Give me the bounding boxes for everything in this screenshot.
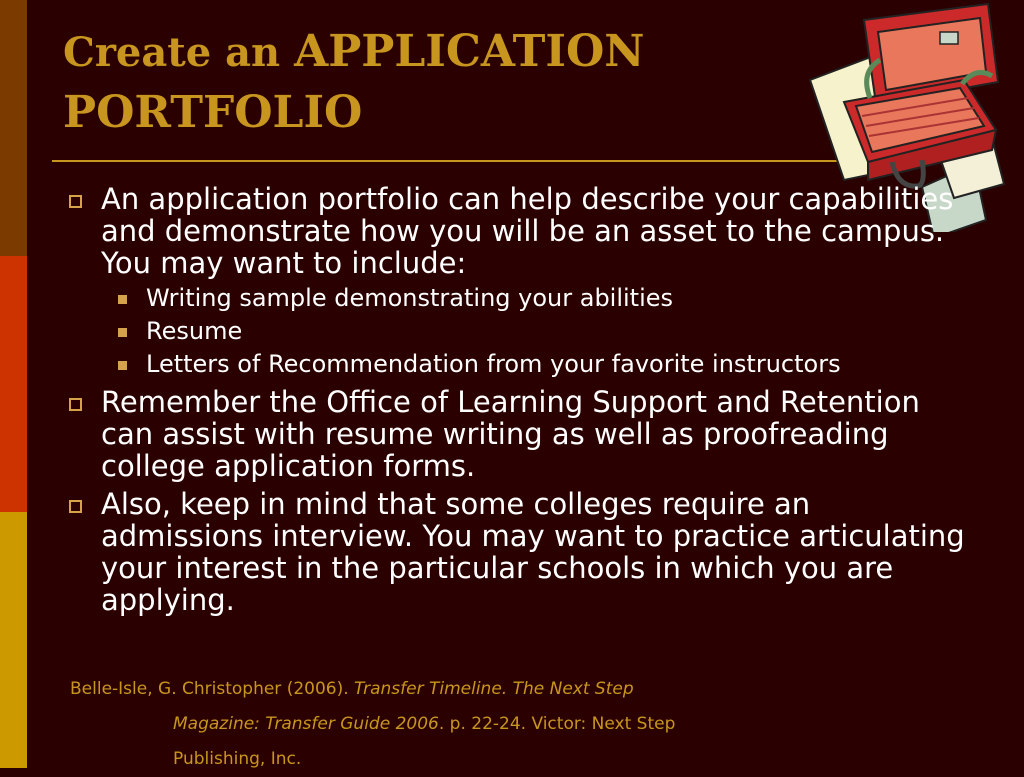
bullet-item: [66, 488, 966, 616]
left-accent-bar-bottom: [0, 512, 27, 768]
slide-title: [63, 22, 803, 143]
sub-bullet-item: [66, 318, 966, 345]
citation-title: Transfer Timeline. The Next Step: [354, 679, 634, 699]
citation-line-1: [70, 672, 890, 707]
citation-source: Magazine: Transfer Guide 2006: [173, 714, 439, 734]
bullet-text: Remember the Office of Learning Support and Retention can assist with resume writing as well as proofreading college application forms.: [101, 385, 920, 483]
sub-bullet-item: [66, 285, 966, 312]
sub-bullet-text: Writing sample demonstrating your abilities: [146, 284, 674, 312]
bullet-item: [66, 183, 966, 279]
citation-pages: . p. 22-24. Victor: Next Step: [438, 714, 676, 734]
bullet-item: [66, 386, 966, 482]
sub-bullet-text: Resume: [146, 317, 243, 345]
filled-square-bullet-icon: [118, 295, 127, 304]
sub-bullet-item: [66, 351, 966, 378]
citation-publisher: Publishing, Inc.: [173, 749, 302, 769]
title-part2: APPLICATION: [294, 26, 645, 77]
left-accent-bar-top: [0, 0, 27, 256]
citation-author: Belle-Isle, G. Christopher (2006).: [70, 679, 355, 699]
citation-line-3: [70, 742, 890, 777]
title-part1: Create an: [63, 29, 295, 76]
sub-bullet-text: Letters of Recommendation from your favorite instructors: [146, 350, 841, 378]
bullet-list: [66, 183, 966, 616]
title-divider: [52, 160, 852, 162]
bullet-text: Also, keep in mind that some colleges require an admissions interview. You may want to practice articulating your interest in the particular schools in which you are applying.: [101, 487, 965, 617]
citation-line-2: [70, 707, 890, 742]
filled-square-bullet-icon: [118, 328, 127, 337]
left-accent-bar-middle: [0, 256, 27, 512]
title-part3: PORTFOLIO: [63, 87, 363, 138]
hollow-square-bullet-icon: [69, 195, 82, 208]
bullet-text: An application portfolio can help describe your capabilities and demonstrate how you will be an asset to the campus. You may want to include:: [101, 182, 954, 280]
hollow-square-bullet-icon: [69, 500, 82, 513]
filled-square-bullet-icon: [118, 361, 127, 370]
citation: [70, 672, 890, 777]
hollow-square-bullet-icon: [69, 398, 82, 411]
